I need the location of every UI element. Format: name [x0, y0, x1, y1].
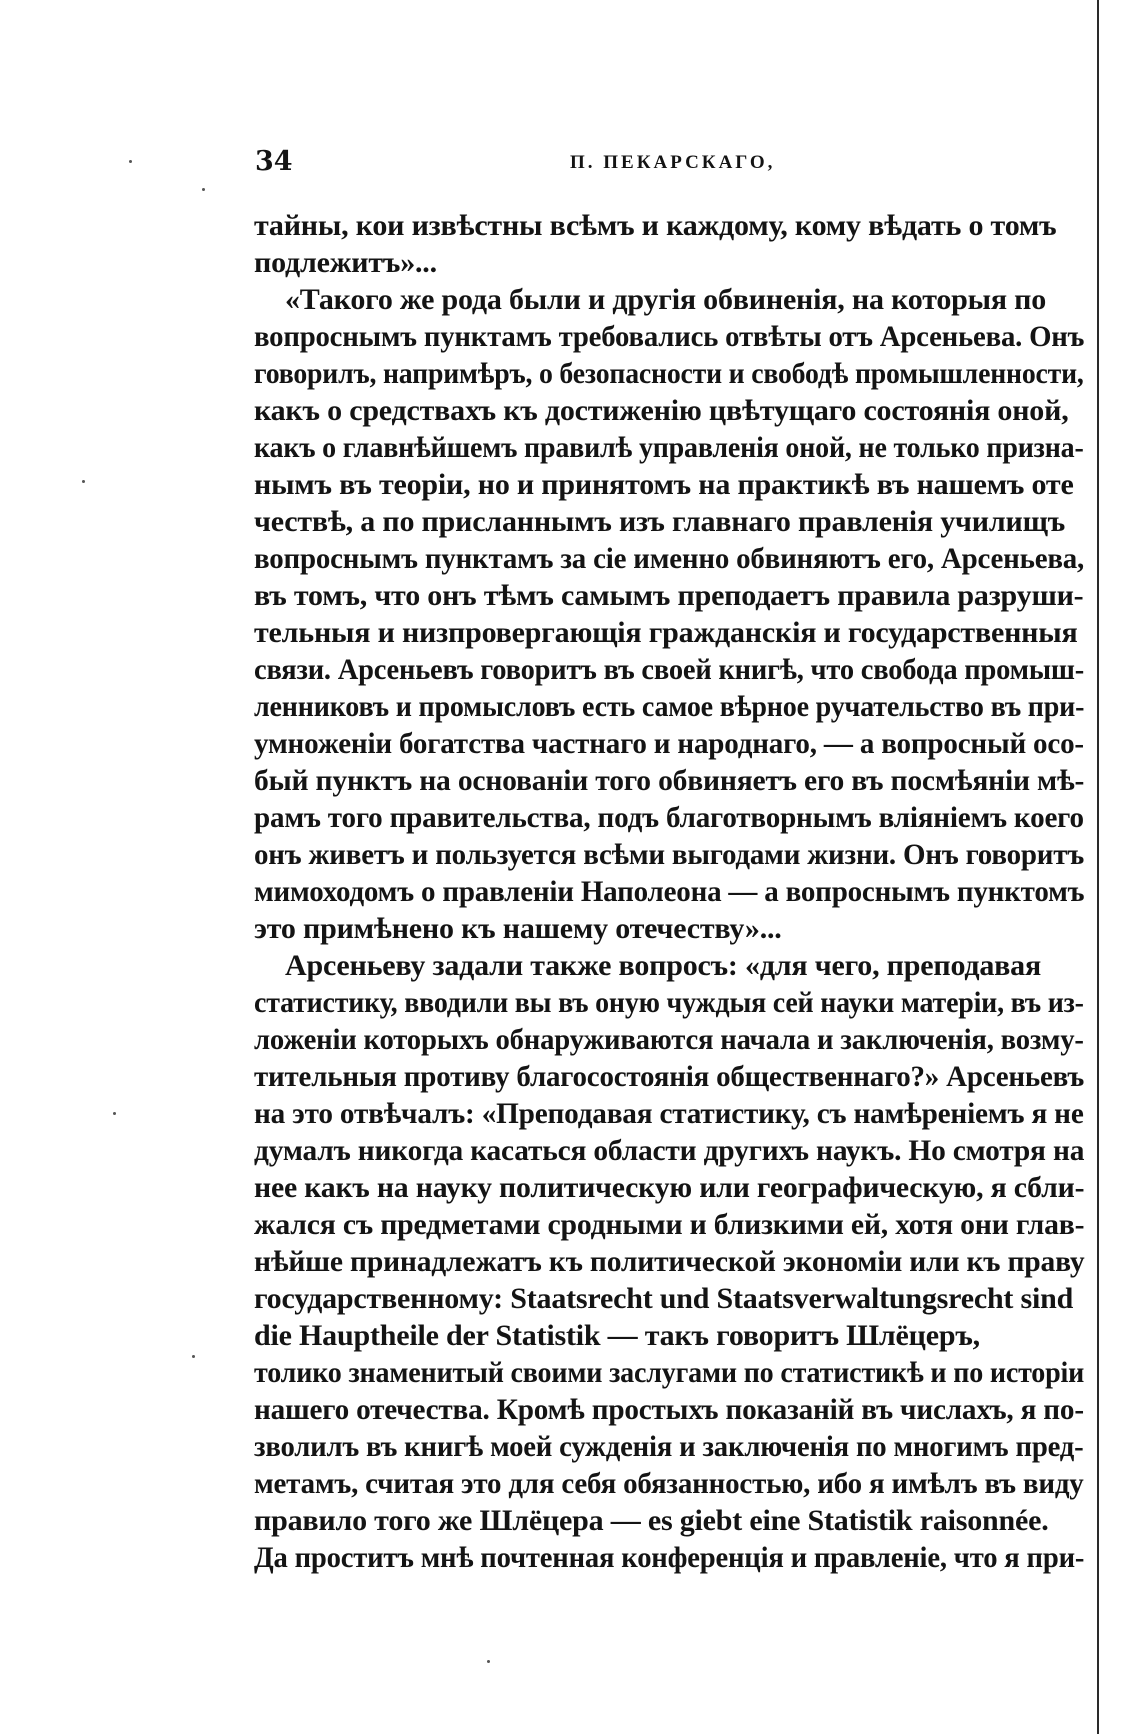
paper-speck — [487, 1660, 490, 1663]
body-text — [254, 207, 1094, 1576]
text-line: какъ о средствахъ къ достиженію цвѣтущаго состоянія оной, — [254, 394, 1069, 427]
paper-speck — [129, 160, 132, 163]
text-line: онъ живетъ и пользуется всѣми выгодами жизни. Онъ говоритъ — [254, 838, 1085, 871]
text-line: рамъ того правительства, подъ благотворнымъ вліяніемъ коего — [254, 801, 1084, 834]
text-line: бый пунктъ на основаніи того обвиняетъ его въ посмѣяніи мѣ- — [254, 764, 1085, 797]
text-line: правило того же Шлёцера — es giebt eine Statistik raisonnée. — [254, 1504, 1049, 1537]
text-line: тительныя противу благосостоянія общественнаго?» Арсеньевъ — [254, 1060, 1085, 1093]
text-line: государственному: Staatsrecht und Staatsverwaltungsrecht sind — [254, 1282, 1074, 1315]
text-line: тельныя и низпровергающія гражданскія и государственныя — [254, 616, 1078, 649]
text-line: ленниковъ и промысловъ есть самое вѣрное ручательство въ при- — [254, 690, 1085, 723]
text-line: тайны, кои извѣстны всѣмъ и каждому, кому вѣдать о томъ — [254, 209, 1057, 242]
text-line: нѣйше принадлежатъ къ политической экономіи или къ праву — [254, 1245, 1085, 1278]
paper-speck — [202, 188, 205, 191]
text-line: «Такого же рода были и другія обвиненія, на которыя по — [285, 283, 1047, 316]
text-line: думалъ никогда касаться области другихъ наукъ. Но смотря на — [254, 1134, 1085, 1167]
text-line: Да проститъ мнѣ почтенная конференція и правленіе, что я при- — [254, 1541, 1085, 1574]
text-line: умноженіи богатства частнаго и народнаго, — а вопросный осо- — [254, 727, 1084, 760]
text-line: die Hauptheile der Statistik — такъ говоритъ Шлёцеръ, — [254, 1319, 980, 1352]
text-line: какъ о главнѣйшемъ правилѣ управленія оной, не только призна- — [254, 431, 1084, 464]
text-line: чествѣ, а по присланнымъ изъ главнаго правленія училищъ — [254, 505, 1065, 538]
text-line: на это отвѣчалъ: «Преподавая статистику, съ намѣреніемъ я не — [254, 1097, 1084, 1130]
page-header — [255, 146, 815, 186]
text-line: зволилъ въ книгѣ моей сужденія и заключенія по многимъ пред- — [254, 1430, 1084, 1463]
text-line: ложеніи которыхъ обнаруживаются начала и заключенія, возму- — [254, 1023, 1084, 1056]
text-line: въ томъ, что онъ тѣмъ самымъ преподаетъ правила разруши- — [254, 579, 1084, 612]
text-line: нее какъ на науку политическую или географическую, я сбли- — [254, 1171, 1085, 1204]
page-number: 34 — [255, 146, 293, 177]
text-line: подлежитъ»... — [254, 246, 437, 279]
text-line: Арсеньеву задали также вопросъ: «для чего, преподавая — [285, 949, 1041, 982]
text-line: нымъ въ теоріи, но и принятомъ на практикѣ въ нашемъ оте — [254, 468, 1074, 501]
running-head: П. ПЕКАРСКАГО, — [570, 152, 776, 173]
text-line: вопроснымъ пунктамъ требовались отвѣты отъ Арсеньева. Онъ — [254, 320, 1085, 353]
text-line: статистику, вводили вы въ оную чуждыя сей науки матеріи, въ из- — [254, 986, 1084, 1019]
text-line: нашего отечества. Кромѣ простыхъ показаній въ числахъ, я по- — [254, 1393, 1084, 1426]
page-edge-line — [1097, 0, 1099, 1734]
text-line: жался съ предметами сродными и близкими ей, хотя они глав- — [254, 1208, 1085, 1241]
text-line: вопроснымъ пунктамъ за сіе именно обвиняютъ его, Арсеньева, — [254, 542, 1085, 575]
text-line: толико знаменитый своими заслугами по статистикѣ и по исторіи — [254, 1356, 1085, 1389]
paper-speck — [82, 480, 85, 483]
paper-speck — [113, 1112, 116, 1115]
text-line: метамъ, считая это для себя обязанностью, ибо я имѣлъ въ виду — [254, 1467, 1084, 1500]
text-line: это примѣнено къ нашему отечеству»... — [254, 912, 782, 945]
text-line: говорилъ, напримѣръ, о безопасности и свободѣ промышленности, — [254, 357, 1084, 390]
text-line: мимоходомъ о правленіи Наполеона — а вопроснымъ пунктомъ — [254, 875, 1085, 908]
text-line: связи. Арсеньевъ говоритъ въ своей книгѣ, что свобода промыш- — [254, 653, 1084, 686]
paper-speck — [192, 1355, 195, 1358]
